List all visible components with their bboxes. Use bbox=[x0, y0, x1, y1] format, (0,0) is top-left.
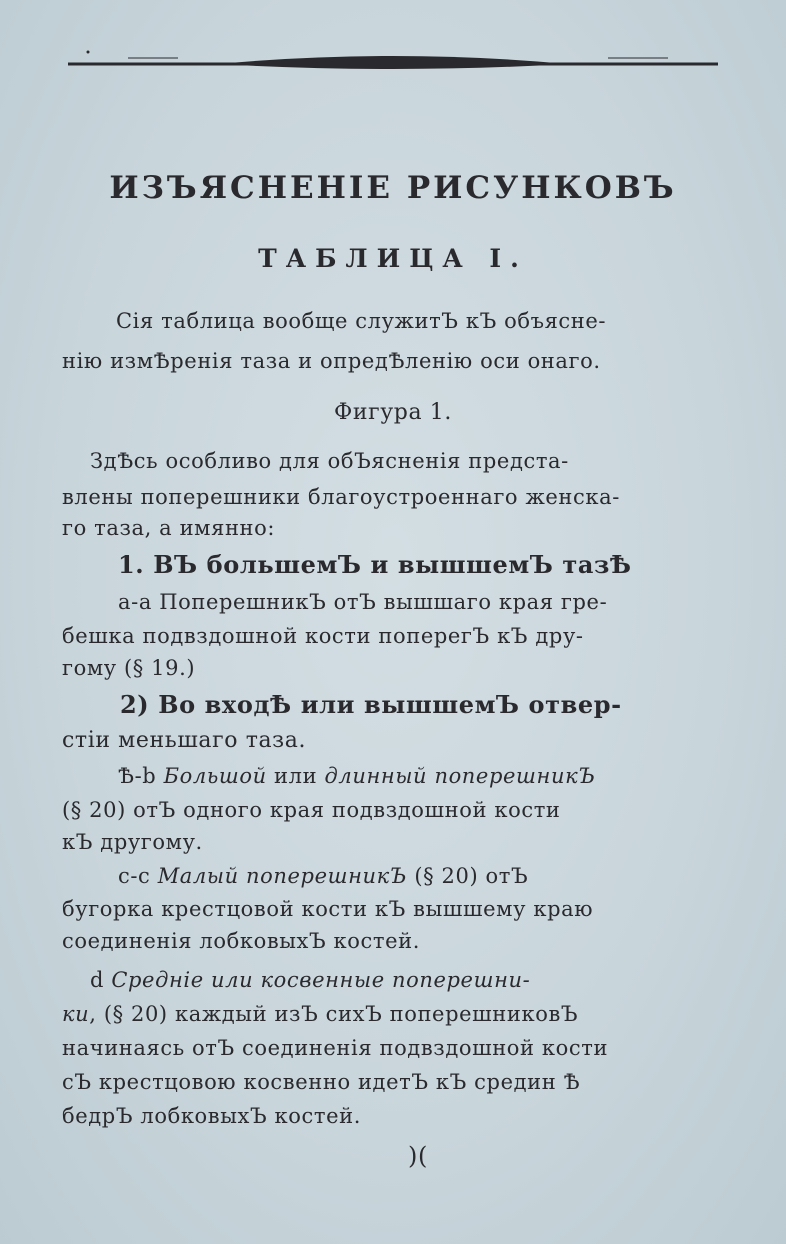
b-italic-1: Большой bbox=[163, 764, 267, 788]
item2-title-line-1: 2) Во входѢ или вышшемЪ отвер- bbox=[120, 690, 622, 719]
d-italic-2: ки bbox=[62, 1002, 90, 1026]
table-heading: ТАБЛИЦА I. bbox=[258, 244, 528, 273]
footer-mark: )( bbox=[408, 1142, 428, 1170]
item2-c-line-1 bbox=[118, 864, 528, 888]
item1-a-line-2: бешка подвздошной кости поперегЪ кЪ дру- bbox=[62, 624, 584, 648]
item2-d-line-1 bbox=[90, 968, 530, 992]
item2-d-line-2 bbox=[62, 1002, 578, 1026]
item2-b-line-2: (§ 20) отЪ одного края подвздошной кости bbox=[62, 798, 561, 822]
item2-d-line-3: начинаясь отЪ соединенія подвздошной кости bbox=[62, 1036, 609, 1060]
d-rest: , (§ 20) каждый изЪ сихЪ поперешниковЪ bbox=[89, 1002, 579, 1026]
item2-c-line-2: бугорка крестцовой кости кЪ вышшему краю bbox=[62, 897, 594, 921]
para1-line-1: ЗдѢсь особливо для обЪясненія предста- bbox=[90, 449, 569, 473]
b-mid: или bbox=[274, 764, 318, 788]
c-rest: (§ 20) отЪ bbox=[414, 864, 529, 888]
intro-line-2: нію измѢренія таза и опредѢленію оси онаго. bbox=[62, 349, 601, 373]
item1-a-line-1: а-а ПоперешникЪ отЪ вышшаго края гре- bbox=[118, 590, 608, 614]
figure-heading: Фигура 1. bbox=[334, 400, 452, 425]
item2-d-line-5: бедрЪ лобковыхЪ костей. bbox=[62, 1104, 361, 1128]
d-italic: Средніе или косвенные поперешни- bbox=[111, 968, 531, 992]
page-title: ИЗЪЯСНЕНІЕ РИСУНКОВЪ bbox=[109, 170, 677, 206]
item2-c-line-3: соединенія лобковыхЪ костей. bbox=[62, 929, 420, 953]
c-italic: Малый поперешникЪ bbox=[157, 864, 408, 888]
intro-line-1: Сія таблица вообще служитЪ кЪ объясне- bbox=[116, 309, 607, 333]
b-italic-2: длинный поперешникЪ bbox=[324, 764, 596, 788]
header-ornament bbox=[68, 44, 718, 74]
item1-a-line-3: гому (§ 19.) bbox=[62, 656, 196, 680]
item1-title: 1. ВЪ большемЪ и вышшемЪ тазѢ bbox=[118, 550, 632, 579]
item2-b-line-3: кЪ другому. bbox=[62, 830, 203, 854]
item2-title-line-2: стіи меньшаго таза. bbox=[62, 728, 307, 753]
item2-b-line-1 bbox=[118, 764, 596, 788]
b-prefix: Ѣ-b bbox=[118, 764, 157, 788]
c-prefix: с-с bbox=[118, 864, 151, 888]
d-prefix: d bbox=[90, 968, 105, 992]
item2-d-line-4: сЪ крестцовою косвенно идетЪ кЪ средин Ѣ bbox=[62, 1070, 581, 1094]
para1-line-2: влены поперешники благоустроеннаго женска- bbox=[62, 485, 620, 509]
para1-line-3: го таза, а имянно: bbox=[62, 516, 276, 540]
